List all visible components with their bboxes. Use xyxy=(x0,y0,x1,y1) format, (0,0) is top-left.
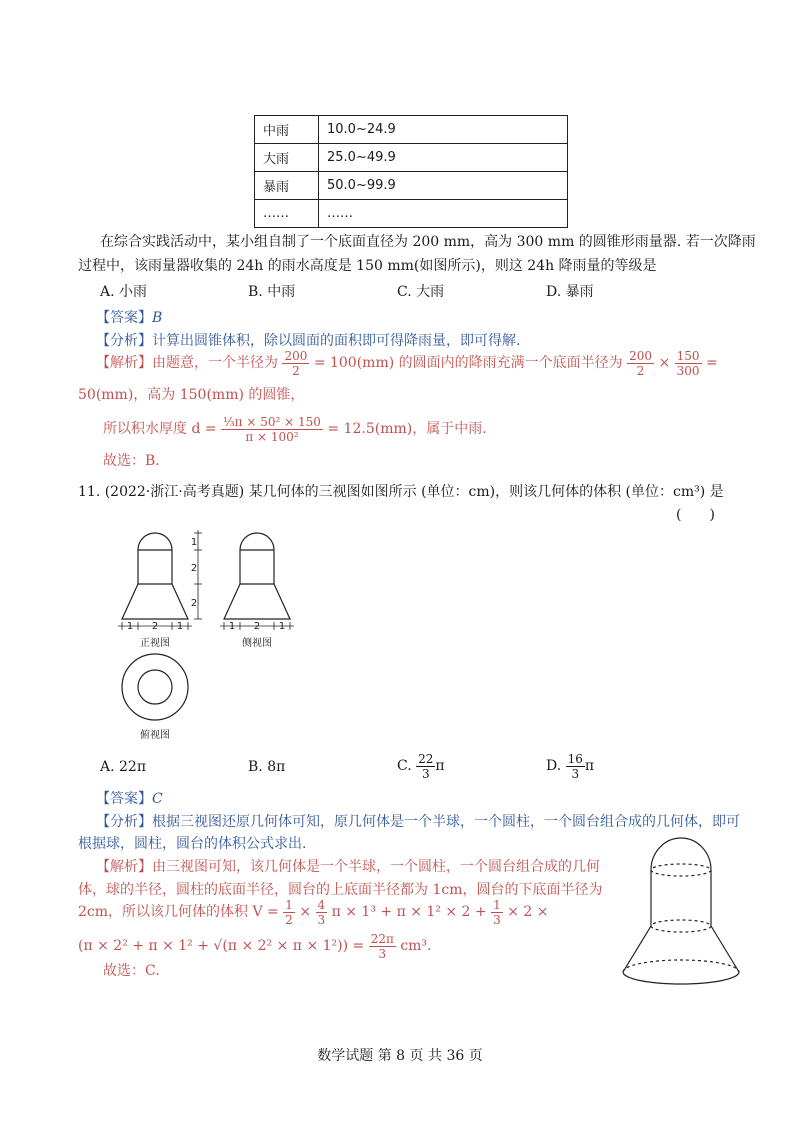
q11-analysis-line2: 根据球，圆柱，圆台的体积公式求出. xyxy=(78,836,307,852)
answer-label: 【答案】 xyxy=(96,791,152,807)
dim-label: 2 xyxy=(253,621,261,632)
table-cell-range: 50.0~99.9 xyxy=(319,172,568,200)
q11-solution-line4 xyxy=(78,928,432,964)
solution-label: 【解析】 xyxy=(96,859,152,875)
q11-option-b: B. 8π xyxy=(248,759,286,775)
top-view-label: 俯视图 xyxy=(140,730,170,741)
fraction: $\frac{1}{2}$ xyxy=(285,897,293,927)
solution-text: = 12.5(mm)，属于中雨. xyxy=(327,421,487,437)
side-view-frustum xyxy=(224,584,290,619)
answer-value: C xyxy=(152,791,163,807)
solution-text: 由题意，一个半径为 xyxy=(152,355,278,371)
solution-text: 所以积水厚度 d = xyxy=(103,421,217,437)
dim-label: 1 xyxy=(176,621,184,632)
table-cell-range: 10.0~24.9 xyxy=(319,116,568,144)
q10-solution-line1 xyxy=(96,348,718,378)
answer-value: B xyxy=(152,310,163,326)
q10-option-d: D. 暴雨 xyxy=(546,284,594,300)
front-view-top xyxy=(138,533,172,584)
answer-label: 【答案】 xyxy=(96,310,152,326)
dim-label: 1 xyxy=(228,621,236,632)
q11-solution-line1 xyxy=(96,857,600,877)
q10-stem-line1: 在综合实践活动中，某小组自制了一个底面直径为 200 mm，高为 300 mm 的圆锥形雨量器. 若一次降雨 xyxy=(100,234,756,250)
fraction: $\frac{22\pi}{3}$ xyxy=(370,931,394,961)
solution-text: 由三视图可知，该几何体是一个半球，一个圆柱，一个圆台组合成的几何 xyxy=(152,859,600,875)
top-view-inner-circle xyxy=(138,670,172,704)
times-sign: × xyxy=(299,904,312,920)
fraction: $\frac{200}{2}$ xyxy=(284,348,308,378)
hemisphere-base xyxy=(651,864,711,876)
dim-label: 2 xyxy=(190,563,198,574)
q10-solution-line2: 50(mm)，高为 150(mm) 的圆锥， xyxy=(78,387,305,403)
q10-solution-line3 xyxy=(103,410,487,448)
table-cell-level: 大雨 xyxy=(255,144,319,172)
dim-label: 1 xyxy=(278,621,286,632)
side-view-label: 侧视图 xyxy=(242,638,272,649)
analysis-label: 【分析】 xyxy=(96,814,152,830)
q11-option-d: D. $\frac{16}{3}$ π xyxy=(546,751,595,781)
q11-option-c: C. $\frac{22}{3}$ π xyxy=(397,751,445,781)
table-cell-range: …… xyxy=(319,200,568,228)
q11-solution-line2: 体，球的半径，圆柱的底面半径，圆台的上底面半径都为 1cm，圆台的下底面半径为 xyxy=(78,882,603,898)
dim-label: 1 xyxy=(126,621,134,632)
table-cell-level: 中雨 xyxy=(255,116,319,144)
table-cell-level: 暴雨 xyxy=(255,172,319,200)
cylinder-base xyxy=(651,920,711,932)
table-cell-level: …… xyxy=(255,200,319,228)
dim-label: 2 xyxy=(190,598,198,609)
solution-label: 【解析】 xyxy=(96,355,152,371)
fraction: $\frac{16}{3}$ xyxy=(567,751,583,781)
analysis-text: 根据三视图还原几何体可知，原几何体是一个半球，一个圆柱，一个圆台组合成的几何体，即可 xyxy=(152,814,740,830)
times-sign: × xyxy=(658,355,671,371)
side-view-top xyxy=(240,533,274,584)
q11-option-a: A. 22π xyxy=(100,759,147,775)
analysis-text: 计算出圆锥体积，除以圆面的面积即可得降雨量，即可得解. xyxy=(152,333,521,349)
dim-label: 2 xyxy=(151,621,159,632)
top-view-outer-circle xyxy=(122,654,188,720)
q11-answer xyxy=(96,789,163,809)
table-cell-range: 25.0~49.9 xyxy=(319,144,568,172)
q10-stem-line2: 过程中，该雨量器收集的 24h 的雨水高度是 150 mm(如图所示)，则这 24h 降雨量的等级是 xyxy=(78,258,657,274)
analysis-label: 【分析】 xyxy=(96,333,152,349)
frustum-base-back xyxy=(623,960,739,972)
q10-option-a: A. 小雨 xyxy=(100,284,148,300)
q10-option-c: C. 大雨 xyxy=(397,284,445,300)
table-row xyxy=(255,172,568,200)
table-row xyxy=(255,116,568,144)
solution-text: = xyxy=(706,355,718,371)
solid-3d-figure xyxy=(615,826,750,996)
front-view-frustum xyxy=(122,584,188,619)
solution-text: cm³. xyxy=(400,938,432,954)
q10-answer xyxy=(96,308,162,328)
page-footer: 数学试题 第 8 页 共 36 页 xyxy=(317,1048,483,1064)
q11-choice: 故选：C. xyxy=(103,963,160,979)
q10-option-b: B. 中雨 xyxy=(248,284,296,300)
fraction: $\frac{\text{⅓π × 50² × 150}}{\text{π × 100²}}$ xyxy=(223,414,321,444)
q11-stem: 11. (2022·浙江·高考真题) 某几何体的三视图如图所示 (单位：cm)，则该几何体的体积 (单位：cm³) 是 xyxy=(78,484,724,500)
q11-bracket: ( ) xyxy=(676,507,715,523)
q10-choice: 故选：B. xyxy=(103,453,160,469)
table-row xyxy=(255,200,568,228)
fraction: $\frac{1}{3}$ xyxy=(493,897,501,927)
fraction: $\frac{200}{2}$ xyxy=(629,348,652,378)
fraction: $\frac{150}{300}$ xyxy=(676,348,700,378)
solution-text: = 100(mm) 的圆面内的降雨充满一个底面半径为 xyxy=(313,355,623,371)
solution-text: 2cm，所以该几何体的体积 V = xyxy=(78,904,279,920)
solution-text: × 2 × xyxy=(507,904,549,920)
q11-solution-line3 xyxy=(78,894,548,930)
solution-text: π × 1³ + π × 1² × 2 + xyxy=(331,904,487,920)
front-view-label: 正视图 xyxy=(140,638,170,649)
rainfall-table xyxy=(254,115,568,228)
fraction: $\frac{22}{3}$ xyxy=(418,751,434,781)
frustum-base-front xyxy=(623,972,739,984)
solution-text: (π × 2² + π × 1² + √(π × 2² × π × 1²)) = xyxy=(78,938,365,954)
three-view-figure xyxy=(110,522,310,752)
fraction: $\frac{4}{3}$ xyxy=(317,897,326,927)
dim-label: 1 xyxy=(190,537,198,548)
table-row xyxy=(255,144,568,172)
